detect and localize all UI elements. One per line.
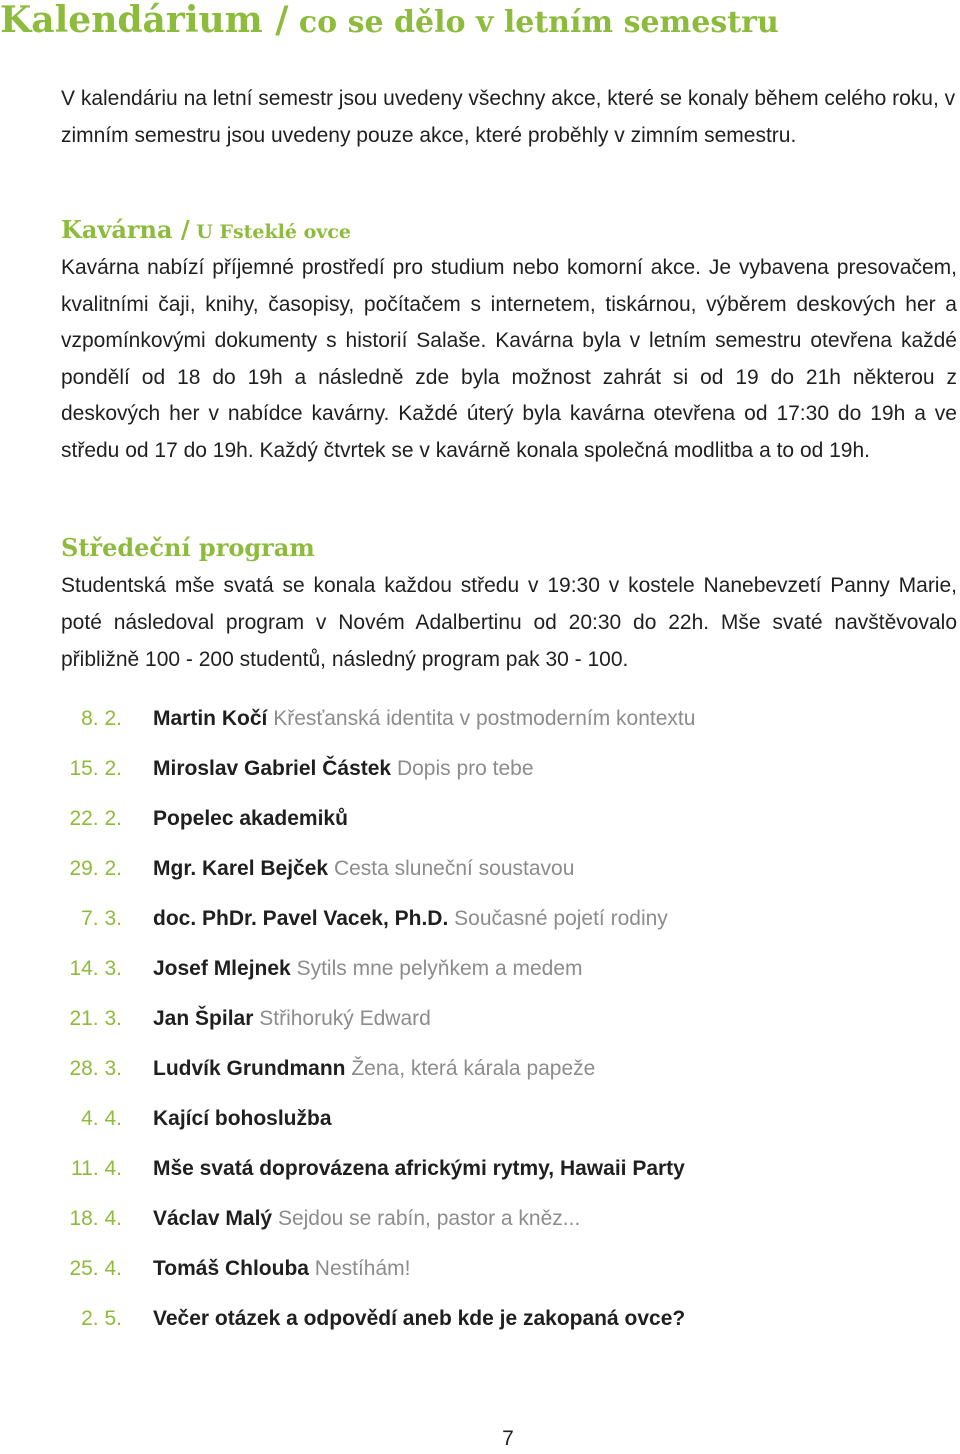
event-topic: Střihoruký Edward [259,1007,431,1030]
event-speaker: Václav Malý [153,1207,273,1230]
event-speaker: Miroslav Gabriel Částek [153,757,392,780]
event-body [153,854,574,884]
kavarna-heading [61,214,351,248]
page-title [0,0,779,43]
event-speaker: Popelec akademiků [153,807,348,830]
event-topic: Křesťanská identita v postmoderním kontextu [273,707,696,730]
event-date: 29. 2. [69,857,122,880]
event-topic: Současné pojetí rodiny [454,907,668,930]
kavarna-heading-main: Kavárna / [61,215,190,244]
event-body [153,704,695,734]
event-topic: Sejdou se rabín, pastor a kněz... [277,1207,581,1230]
event-topic: Žena, která kárala papeže [351,1057,596,1080]
intro-paragraph: V kalendáriu na letní semestr jsou uvedeny všechny akce, které se konaly během celého roku, v zimním semestru jsou uvedeny pouze akce, které proběhly v zimním semestru. [61,87,956,147]
kavarna-paragraph: Kavárna nabízí příjemné prostředí pro studium nebo komorní akce. Je vybavena presovačem, kvalitními čaji, knihy, časopisy, počítačem s internetem, tiskárnou, výběrem deskových her a vzpomínkovými dokumenty s historií Salaše. Kavárna byla v letním semestru otevřena každé pondělí od 18 do 19h a následně zde byla možnost zahrát si od 19 do 21h některou z deskových her v nabídce kavárny. Každé úterý byla kavárna otevřena od 17:30 do 19h a ve středu od 17 do 19h. Každý čtvrtek se v kavárně konala společná modlitba a to od 19h. [61,256,957,462]
event-body [153,1204,580,1234]
event-speaker: Večer otázek a odpovědí aneb kde je zakopaná ovce? [153,1307,686,1330]
event-date: 15. 2. [69,757,122,780]
event-speaker: Kající bohoslužba [153,1107,332,1130]
event-speaker: Mše svatá doprovázena africkými rytmy, Hawaii Party [153,1157,685,1180]
event-body [153,1054,595,1084]
kavarna-heading-subtitle: U Fsteklé ovce [189,221,351,243]
event-speaker: Tomáš Chlouba [153,1257,309,1280]
event-body [153,904,668,934]
event-speaker: Josef Mlejnek [153,957,291,980]
event-body [153,754,534,784]
event-speaker: Jan Špilar [153,1007,254,1030]
event-date: 14. 3. [69,957,122,980]
event-date: 11. 4. [71,1157,122,1180]
event-body [153,1154,685,1184]
event-topic: Dopis pro tebe [396,757,534,780]
event-date: 8. 2. [81,707,122,730]
stredecni-heading: Středeční program [61,533,315,562]
event-body [153,1304,685,1334]
event-body [153,1104,332,1134]
event-date: 2. 5. [81,1307,122,1330]
stredecni-paragraph: Studentská mše svatá se konala každou středu v 19:30 v kostele Nanebevzetí Panny Marie, poté následoval program v Novém Adalbertinu od 20:30 do 22h. Mše svaté navštěvovalo přibližně 100 - 200 studentů, následný program pak 30 - 100. [61,574,957,671]
event-date: 25. 4. [69,1257,122,1280]
event-topic: Nestíhám! [314,1257,411,1280]
page-number: 7 [502,1427,514,1450]
event-body [153,954,583,984]
page-title-main: Kalendárium / [0,0,289,41]
event-date: 28. 3. [69,1057,122,1080]
event-body [153,804,348,834]
event-topic: Cesta sluneční soustavou [333,857,575,880]
event-date: 7. 3. [81,907,122,930]
page-title-subtitle: co se dělo v letním semestru [288,5,779,40]
event-date: 18. 4. [69,1207,122,1230]
event-date: 21. 3. [69,1007,122,1030]
event-speaker: doc. PhDr. Pavel Vacek, Ph.D. [153,907,449,930]
event-body [153,1004,431,1034]
event-speaker: Mgr. Karel Bejček [153,857,329,880]
event-topic: Sytils mne pelyňkem a medem [296,957,583,980]
event-body [153,1254,411,1284]
event-speaker: Martin Kočí [153,707,268,730]
event-date: 4. 4. [81,1107,122,1130]
event-date: 22. 2. [69,807,122,830]
event-speaker: Ludvík Grundmann [153,1057,346,1080]
